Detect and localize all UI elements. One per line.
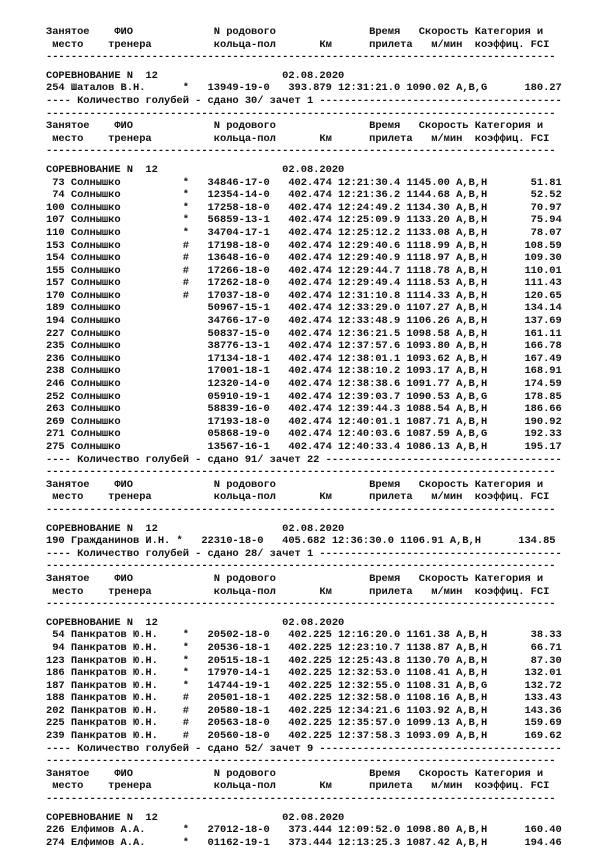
column-header-row-1: Занятое ФИО N родового Время Скорость Категория и — [46, 120, 544, 133]
section-summary: ---- Количество голубей - сдано 52/ зачет 9 --------------------------------------- — [46, 742, 562, 755]
section-summary: ---- Количество голубей - сдано 30/ зачет 1 --------------------------------------- — [46, 94, 562, 107]
column-header-row-2: место тренера кольца-пол Км прилета м/мин коэффиц. FCI — [46, 38, 550, 51]
result-row: 123 Панкратов Ю.Н. * 20515-18-1 402.225 12:25:43.8 1130.70 A,B,H 87.30 — [46, 654, 562, 667]
competition-title: СОРЕВНОВАНИЕ N 12 02.08.2020 — [46, 69, 345, 82]
result-row: 263 Солнышко 58839-16-0 402.474 12:39:44.3 1088.54 A,B,H 186.66 — [46, 403, 562, 416]
separator-line: ---------------------------------------------------------------------------------- — [46, 107, 556, 120]
separator-line: ---------------------------------------------------------------------------------- — [46, 145, 556, 158]
result-row: 73 Солнышко * 34846-17-0 402.474 12:21:30.4 1145.00 A,B,H 51.81 — [46, 176, 562, 189]
result-row: 202 Панкратов Ю.Н. # 20580-18-1 402.225 12:34:21.6 1103.92 A,B,H 143.36 — [46, 704, 562, 717]
column-header-row-2: место тренера кольца-пол Км прилета м/мин коэффиц. FCI — [46, 132, 550, 145]
competition-title: СОРЕВНОВАНИЕ N 12 02.08.2020 — [46, 522, 345, 535]
separator-line: ---------------------------------------------------------------------------------- — [46, 598, 556, 611]
result-row: 189 Солнышко 50967-15-1 402.474 12:33:29.0 1107.27 A,B,H 134.14 — [46, 302, 562, 315]
result-row: 246 Солнышко 12320-14-0 402.474 12:38:38.6 1091.77 A,B,H 174.59 — [46, 378, 562, 391]
separator-line: ---------------------------------------------------------------------------------- — [46, 755, 556, 768]
result-row: 153 Солнышко # 17198-18-0 402.474 12:29:40.6 1118.99 A,B,H 108.59 — [46, 239, 562, 252]
result-row: 110 Солнышко * 34704-17-1 402.474 12:25:12.2 1133.08 A,B,H 78.07 — [46, 226, 562, 239]
column-header-row-1: Занятое ФИО N родового Время Скорость Категория и — [46, 26, 544, 38]
column-header-row-2: место тренера кольца-пол Км прилета м/мин коэффиц. FCI — [46, 491, 550, 504]
result-row: 190 Гражданинов И.Н. * 22310-18-0 405.682 12:36:30.0 1106.91 A,B,H 134.85 — [46, 535, 556, 548]
result-section — [46, 108, 591, 467]
result-row: 225 Панкратов Ю.Н. # 20563-18-0 402.225 12:35:57.0 1099.13 A,B,H 159.69 — [46, 717, 562, 730]
result-row: 236 Солнышко 17134-18-1 402.474 12:38:01.1 1093.62 A,B,H 167.49 — [46, 352, 562, 365]
competition-title: СОРЕВНОВАНИЕ N 12 02.08.2020 — [46, 616, 345, 629]
separator-line: ---------------------------------------------------------------------------------- — [46, 503, 556, 516]
result-row: 188 Панкратов Ю.Н. # 20501-18-1 402.225 12:32:58.0 1108.16 A,B,H 133.43 — [46, 692, 562, 705]
result-row: 274 Елфимов А.А. * 01162-19-1 373.444 12:13:25.3 1087.42 A,B,H 194.46 — [46, 836, 562, 849]
result-section — [46, 755, 591, 849]
result-row: 226 Елфимов А.А. * 27012-18-0 373.444 12:09:52.0 1098.80 A,B,H 160.40 — [46, 824, 562, 837]
result-section — [46, 26, 591, 108]
result-row: 74 Солнышко * 12354-14-0 402.474 12:21:36.2 1144.68 A,B,H 52.52 — [46, 189, 562, 202]
result-row: 187 Панкратов Ю.Н. * 14744-19-1 402.225 12:32:55.0 1108.31 A,B,G 132.72 — [46, 679, 562, 692]
result-row: 275 Солнышко 13567-16-1 402.474 12:40:33.4 1086.13 A,B,H 195.17 — [46, 441, 562, 453]
result-row: 107 Солнышко * 56859-13-1 402.474 12:25:09.9 1133.20 A,B,H 75.94 — [46, 214, 562, 227]
result-row: 157 Солнышко # 17262-18-0 402.474 12:29:49.4 1118.53 A,B,H 111.43 — [46, 277, 562, 290]
competition-title: СОРЕВНОВАНИЕ N 12 02.08.2020 — [46, 163, 345, 176]
result-row: 271 Солнышко 05868-19-0 402.474 12:40:03.6 1087.59 A,B,G 192.33 — [46, 428, 562, 441]
separator-line: ---------------------------------------------------------------------------------- — [46, 51, 556, 64]
result-row: 170 Солнышко # 17037-18-0 402.474 12:31:10.8 1114.33 A,B,H 120.65 — [46, 289, 562, 302]
separator-line: ---------------------------------------------------------------------------------- — [46, 793, 556, 806]
result-row: 235 Солнышко 38776-13-1 402.474 12:37:57.6 1093.80 A,B,H 166.78 — [46, 340, 562, 353]
result-row: 254 Шаталов В.Н. * 13949-19-0 393.879 12:31:21.0 1090.02 A,B,G 180.27 — [46, 82, 562, 95]
result-row: 186 Панкратов Ю.Н. * 17970-14-1 402.225 12:32:53.0 1108.41 A,B,H 132.01 — [46, 667, 562, 680]
result-row: 239 Панкратов Ю.Н. # 20560-18-0 402.225 12:37:58.3 1093.09 A,B,H 169.62 — [46, 730, 562, 743]
separator-line: ---------------------------------------------------------------------------------- — [46, 466, 556, 479]
competition-title: СОРЕВНОВАНИЕ N 12 02.08.2020 — [46, 811, 345, 824]
column-header-row-1: Занятое ФИО N родового Время Скорость Категория и — [46, 572, 544, 585]
result-row: 252 Солнышко 05910-19-1 402.474 12:39:03.7 1090.53 A,B,G 178.85 — [46, 390, 562, 403]
result-row: 269 Солнышко 17193-18-0 402.474 12:40:01.1 1087.71 A,B,H 190.92 — [46, 415, 562, 428]
result-section — [46, 466, 591, 560]
result-row: 155 Солнышко # 17266-18-0 402.474 12:29:44.7 1118.78 A,B,H 110.01 — [46, 264, 562, 277]
column-header-row-1: Занятое ФИО N родового Время Скорость Категория и — [46, 767, 544, 780]
results-document — [46, 26, 591, 849]
separator-line: ---------------------------------------------------------------------------------- — [46, 560, 556, 573]
column-header-row-2: место тренера кольца-пол Км прилета м/мин коэффиц. FCI — [46, 780, 550, 793]
result-row: 154 Солнышко # 13648-16-0 402.474 12:29:40.9 1118.97 A,B,H 109.30 — [46, 252, 562, 265]
result-row: 194 Солнышко 34766-17-0 402.474 12:33:48.9 1106.26 A,B,H 137.69 — [46, 315, 562, 328]
section-summary: ---- Количество голубей - сдано 91/ зачет 22 -------------------------------------- — [46, 453, 562, 466]
result-row: 227 Солнышко 50837-15-0 402.474 12:36:21.5 1098.58 A,B,H 161.11 — [46, 327, 562, 340]
column-header-row-1: Занятое ФИО N родового Время Скорость Категория и — [46, 478, 544, 491]
result-section — [46, 560, 591, 755]
result-row: 100 Солнышко * 17258-18-0 402.474 12:24:49.2 1134.30 A,B,H 70.97 — [46, 201, 562, 214]
section-summary: ---- Количество голубей - сдано 28/ зачет 1 --------------------------------------- — [46, 547, 562, 560]
result-row: 54 Панкратов Ю.Н. * 20502-18-0 402.225 12:16:20.0 1161.38 A,B,H 38.33 — [46, 629, 562, 642]
result-row: 94 Панкратов Ю.Н. * 20536-18-1 402.225 12:23:10.7 1138.87 A,B,H 66.71 — [46, 641, 562, 654]
result-row: 238 Солнышко 17001-18-1 402.474 12:38:10.2 1093.17 A,B,H 168.91 — [46, 365, 562, 378]
column-header-row-2: место тренера кольца-пол Км прилета м/мин коэффиц. FCI — [46, 585, 550, 598]
